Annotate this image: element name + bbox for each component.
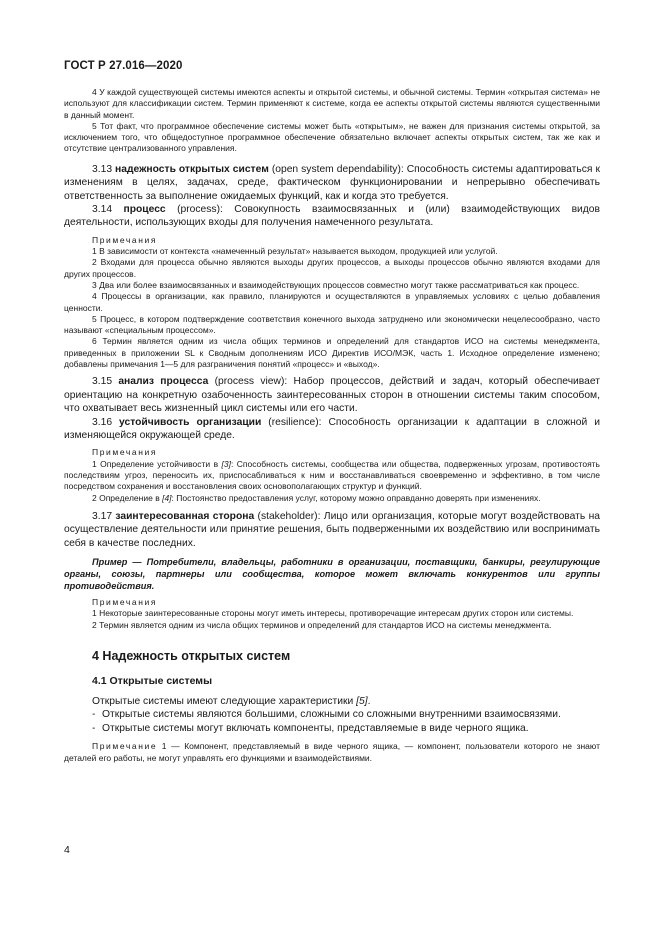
note-text: 1 — Компонент, представляемый в виде черного ящика, — компонент, пользователи которого не знают деталей его работы, не могут управлять его функциями и взаимодействиями. xyxy=(64,741,600,763)
term-text: (open system dependability): Способность системы адаптироваться к изменениям в целях, задачах, среде, фактическом функционировании и непрерывно обеспечивать ответственность за выполнение ожидаемых функций, как и когда это требуется. xyxy=(64,163,600,202)
note-text: 2 Определение в xyxy=(92,492,163,503)
list-bullet: - xyxy=(92,722,96,734)
note-item: 5 Тот факт, что программное обеспечение системы может быть «открытым», не важен для признания системы открытой, за исключением того, что общедоступное программное обеспечение обязательно включает аспекты открытых систем, так же как и отсутствие централизованного управления. xyxy=(64,120,600,154)
note-item: 2 Термин является одним из числа общих терминов и определений для стандартов ИСО на системы менеджмента. xyxy=(92,619,552,630)
note-text: 1 Определение устойчивости в xyxy=(92,458,222,469)
term-name: процесс xyxy=(123,204,166,215)
reference: [4] xyxy=(162,492,172,503)
list-item-text: Открытые системы могут включать компоненты, представляемые в виде черного ящика. xyxy=(102,722,529,734)
body-text: Открытые системы имеют следующие характеристики xyxy=(92,696,357,707)
term-text: (stakeholder): Лицо или организация, которые могут воздействовать на осуществление деятельности или принятие решения, быть подверженными их воздействию или воспринимать себя в качестве последних. xyxy=(64,510,600,549)
term-number: 3.17 xyxy=(92,510,116,522)
note-item: 6 Термин является одним из числа общих терминов и определений для стандартов ИСО на системы менеджмента, приведенных в приложении SL к Сводным дополнениям ИСО Директив ИСО/МЭК, часть 1. Исходное определение изменено; добавлены примечания 1—5 для разграничения понятий «процесс» и «выход». xyxy=(64,336,600,370)
note-item: 1 В зависимости от контекста «намеченный результат» называется выходом, продукцией или услугой. xyxy=(92,246,498,257)
note-item: 4 У каждой существующей системы имеются аспекты и открытой системы, и обычной системы. Термин «открытая система» не используют для классификации систем. Термин применяют к системе, когда ее аспекты открытой системы являются существенными в данный момент. xyxy=(64,87,600,120)
list-bullet: - xyxy=(92,709,96,721)
note-item xyxy=(64,741,600,764)
term-name: анализ процесса xyxy=(118,376,209,388)
term-number: 3.15 xyxy=(92,376,119,388)
notes-heading: Примечания xyxy=(92,447,158,458)
list-item-text: Открытые системы являются большими, сложными со сложными внутренними взаимосвязями. xyxy=(102,709,561,721)
note-item: 4 Процессы в организации, как правило, планируются и осуществляются в управляемых условиях с целью добавления ценности. xyxy=(64,291,600,313)
note-item: 1 Некоторые заинтересованные стороны могут иметь интересы, противоречащие интересам других сторон или системы. xyxy=(92,608,574,619)
notes-heading: Примечания xyxy=(92,597,158,608)
term-definition xyxy=(64,416,600,443)
term-definition xyxy=(64,163,600,203)
note-label: Примечание xyxy=(92,741,158,752)
body-paragraph xyxy=(64,695,600,708)
note-item xyxy=(64,493,600,504)
term-definition xyxy=(64,375,600,415)
page-number: 4 xyxy=(64,844,70,856)
note-item xyxy=(64,459,600,493)
term-text: (process view): Набор процессов, действий и задач, который обеспечивает ориентацию на конкретную озабоченность заинтересованных сторон в отношении системы таким способом, что охватывает весь жизненный цикл системы или его части. xyxy=(64,376,600,415)
term-name: заинтересованная сторона xyxy=(115,510,255,522)
term-definition xyxy=(64,510,600,550)
reference: [3] xyxy=(221,458,231,469)
section-title: 4 Надежность открытых систем xyxy=(92,649,291,663)
term-number: 3.16 xyxy=(92,416,120,428)
term-definition xyxy=(64,203,600,230)
term-name: устойчивость организации xyxy=(119,416,262,428)
note-text: : Способность системы, сообщества или общества, подверженных угрозам, противостоять последствиям угроз, переносить их, приспосабливаться к ним и восстанавливаться своевременно и эффективно, в том числе посредством сохранения и восстановления своих основополагающих структур и функций. xyxy=(64,458,600,492)
term-text: (resilience): Способность организации к адаптации в сложной и изменяющейся окружающей среде. xyxy=(64,416,600,441)
term-number: 3.13 xyxy=(92,163,116,175)
subsection-title: 4.1 Открытые системы xyxy=(92,675,213,687)
term-name: надежность открытых систем xyxy=(115,163,269,175)
note-item: 3 Два или более взаимосвязанных и взаимодействующих процессов совместно могут также рассматриваться как процесс. xyxy=(92,280,580,290)
page-content xyxy=(64,87,600,764)
term-number: 3.14 xyxy=(92,204,124,215)
document-header: ГОСТ Р 27.016—2020 xyxy=(64,60,183,72)
note-text: : Постоянство предоставления услуг, которому можно оправданно доверять при изменениях. xyxy=(171,492,541,503)
list-item xyxy=(64,722,600,735)
example-text: Пример — Потребители, владельцы, работники в организации, поставщики, банкиры, регулирующие органы, союзы, партнеры или сообщества, которое может включать конкурентов или группы противодействия. xyxy=(64,557,600,592)
body-text: . xyxy=(367,696,371,707)
note-item: 5 Процесс, в котором подтверждение соответствия конечного выхода затруднено или экономически нецелесообразно, часто называют «специальным процессом». xyxy=(64,313,600,336)
term-text: (process): Совокупность взаимосвязанных и (или) взаимодействующих видов деятельности, использующих входы для получения намеченного результата. xyxy=(64,204,601,229)
reference: [5] xyxy=(356,696,368,707)
list-item xyxy=(64,708,600,721)
notes-heading: Примечания xyxy=(92,234,158,245)
note-item: 2 Входами для процесса обычно являются выходы других процессов, а выходы процессов обычно являются входами для других процессов. xyxy=(64,257,600,279)
